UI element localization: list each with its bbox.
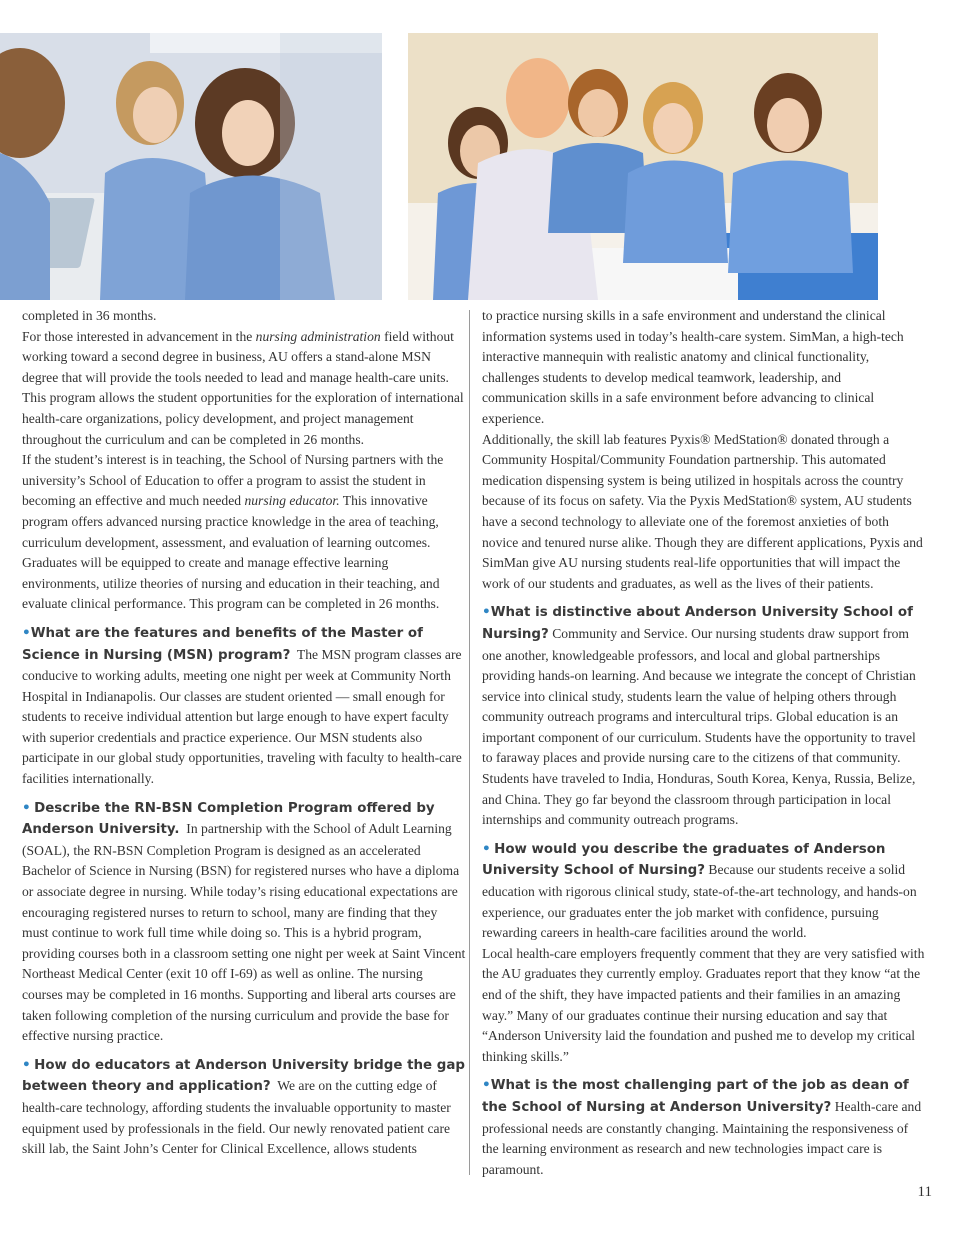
photo-left-illustration [0,33,382,300]
graduates-question-block [482,839,926,944]
paragraph-text: If the student’s interest is in teaching, the School of Nursing partners with the university’s School of Education to offer a program to assist the student in becoming an effective and much needed [22,452,444,509]
photo-right-illustration [408,33,878,300]
theory-answer: We are on the cutting edge of health-care technology, affording students the invaluable opportunity to master equipment used by professionals in the field. Our newly renovated patient care skill lab, the Saint John’s Center for Clinical Excellence, allows students [22,1078,451,1157]
nursing-students-with-simman-mannequin-photo [408,33,878,300]
graduates-answer: Because our students receive a solid education with rigorous clinical study, state-of-the-art technology, and hands-on experience, our graduates enter the job market with confidence, pursuing rewarding careers in health-care facilities around the world. [482,862,917,941]
rn-bsn-answer: In partnership with the School of Adult Learning (SOAL), the RN-BSN Completion Program is designed as an accelerated Bachelor of Science in Nursing (BSN) for registered nurses who have a diploma or associate degree in nursing. While today’s rising educational expectations are encouraging registered nurses to return to school, many are finding that they must continue to work full time while doing so. This is a hybrid program, providing courses both in a classroom setting one night per week at Saint Vincent Northeast Medical Center (exit 10 off I-69) as well as online. The nursing courses may be completed in 16 months. Supporting and liberal arts courses are taken following completion of the nursing curriculum and provide the base for effective nursing practice. [22,821,466,1044]
nursing-educator-paragraph [22,450,466,615]
page-number: 11 [917,1184,932,1200]
bullet-icon: • [482,1077,491,1094]
paragraph-text: field without working toward a second degree in business, AU offers a stand-alone MSN degree that will provide the tools needed to lead and manage health-care units. This program allows the student opportunities for the exploration of international health-care organizations, policy development, and project management throughout the curriculum and can be completed in 26 months. [22,328,464,447]
dean-question-heading: What is the most challenging part of the job as dean of the School of Nursing at Anderson University? [482,1078,909,1115]
msn-question-heading: What are the features and benefits of the Master of Science in Nursing (MSN) program? [22,625,423,663]
distinctive-question-heading: What is distinctive about Anderson University School of Nursing? [482,605,913,642]
distinctive-answer: Community and Service. Our nursing students draw support from one another, knowledgeable professors, and local and global partnerships providing hands-on learning. And because we integrate the concept of Christian service into clinical study, students learn the value of helping others through community outreach programs and intercultural trips. Global education is an important component of our curriculum. Students have the opportunity to travel to faraway places and provide nursing care to the citizens of that community. Students have traveled to India, Honduras, South Korea, Kenya, Russia, Belize, and China. They go far beyond the classroom through participation in local internships and community outreach programs. [482,625,916,828]
bullet-icon: • [22,624,31,641]
theory-question-block [22,1055,466,1160]
bullet-icon: • [482,840,491,857]
dean-answer: Health-care and professional needs are constantly changing. Maintaining the responsiveness of the learning environment as research and new technologies impact care is paramount. [482,1098,922,1177]
emphasis-text: nursing administration [255,328,381,344]
nursing-administration-paragraph [22,327,466,451]
graduates-question-heading: How would you describe the graduates of Anderson University School of Nursing? [482,841,886,879]
msn-answer: The MSN program classes are conducive to working adults, meeting one night per week at Community North Hospital in Indianapolis. Our classes are student oriented — small enough for students to receive individual attention but large enough to have expert faculty with superior credentials and practice experience. Our MSN students also participate in our global study opportunities, traveling with faculty to health-care facilities internationally. [22,646,462,787]
column-divider [469,310,470,1175]
bullet-icon: • [22,1056,31,1073]
emphasis-text: nursing educator. [244,493,340,509]
dean-question-block [482,1075,926,1180]
rn-bsn-question-block [22,798,466,1047]
nursing-students-at-computer-photo [0,33,382,300]
pyxis-paragraph: Additionally, the skill lab features Pyxis® MedStation® donated through a Community Hospital/Community Foundation partnership. This automated medication dispensing system is being utilized in hospitals across the country because of its focus on safety. Via the Pyxis MedStation® system, AU students have a second technology to alleviate one of the foremost anxieties of both novice and tenured nurse alike. Though they are different applications, Pyxis and SimMan give AU nursing students real-life opportunities that will impact the work of our students and graduates, as well as the lives of their patients. [482,431,923,591]
rn-bsn-question-heading: Describe the RN-BSN Completion Program offered by Anderson University. [22,800,435,838]
right-column [482,306,926,1180]
paragraph-text: For those interested in advancement in the [22,328,256,344]
intro-paragraph: completed in 36 months. [22,308,157,323]
employers-paragraph: Local health-care employers frequently comment that they are very satisfied with the AU graduates they currently employ. Graduates report that they know “at the end of the shift, they have impacted patients and their families in an amazing way.” Many of our graduates continue their nursing education and say that “Anderson University laid the foundation and pushed me to develop my critical thinking skills.” [482,945,925,1064]
theory-question-heading: How do educators at Anderson University bridge the gap between theory and application? [22,1057,465,1095]
left-column [22,306,466,1160]
bullet-icon: • [482,604,491,621]
simman-paragraph: to practice nursing skills in a safe environment and understand the clinical information systems used in today’s health-care system. SimMan, a high-tech interactive mannequin with realistic anatomy and clinical functionality, challenges students to develop medical teamwork, leadership, and communication skills in a safe environment before advancing to clinical experience. [482,308,904,426]
bullet-icon: • [22,799,31,816]
paragraph-text: This innovative program offers advanced nursing practice knowledge in the area of teaching, curriculum development, assessment, and evaluation of learning outcomes. Graduates will be equipped to create and manage effective learning environments, utilize theories of nursing and education in their teaching, and evaluate clinical performance. This program can be completed in 26 months. [22,493,440,612]
msn-question-block [22,623,466,790]
distinctive-question-block [482,602,926,831]
